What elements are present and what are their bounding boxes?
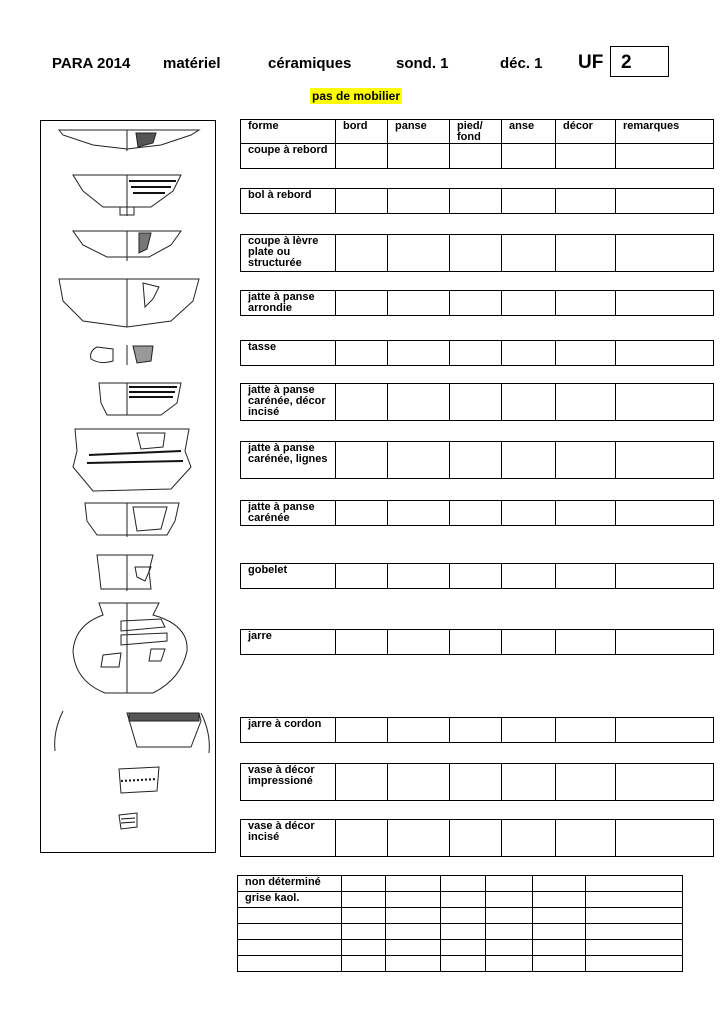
cell-pied-fond[interactable] xyxy=(450,564,502,589)
cell-bord[interactable] xyxy=(342,924,386,940)
cell-bord[interactable] xyxy=(336,501,388,526)
cell-remarques[interactable] xyxy=(586,940,683,956)
table-row xyxy=(241,820,714,857)
table-row xyxy=(241,384,714,421)
cell-pied-fond[interactable] xyxy=(441,876,486,892)
table-row xyxy=(241,630,714,655)
table-row xyxy=(241,189,714,214)
cell-anse[interactable] xyxy=(502,235,556,272)
cell-panse[interactable] xyxy=(386,892,441,908)
table-row xyxy=(241,341,714,366)
cell-remarques[interactable] xyxy=(616,718,714,743)
cell-bord[interactable] xyxy=(336,291,388,316)
form-label: jatte à panse carénée xyxy=(241,501,336,526)
cell-remarques[interactable] xyxy=(586,908,683,924)
table-row-block xyxy=(240,819,714,857)
cell-pied-fond[interactable] xyxy=(450,291,502,316)
cell-decor[interactable] xyxy=(533,876,586,892)
table-row xyxy=(241,235,714,272)
cell-pied-fond[interactable] xyxy=(441,908,486,924)
cell-panse[interactable] xyxy=(388,764,450,801)
cell-decor[interactable] xyxy=(533,956,586,972)
cell-anse[interactable] xyxy=(502,291,556,316)
column-header-bord: bord xyxy=(336,120,388,144)
cell-anse[interactable] xyxy=(502,189,556,214)
cell-remarques[interactable] xyxy=(616,764,714,801)
form-label: jatte à panse carénée, lignes xyxy=(241,442,336,479)
cell-decor[interactable] xyxy=(556,718,616,743)
cell-remarques[interactable] xyxy=(616,189,714,214)
column-header-anse: anse xyxy=(502,120,556,144)
cell-pied-fond[interactable] xyxy=(450,718,502,743)
cell-anse[interactable] xyxy=(502,384,556,421)
column-header-forme: forme xyxy=(241,120,336,144)
cell-bord[interactable] xyxy=(336,384,388,421)
form-label: gobelet xyxy=(241,564,336,589)
header-category: céramiques xyxy=(268,55,352,72)
header-sondage: sond. 1 xyxy=(396,55,449,72)
cell-pied-fond[interactable] xyxy=(450,144,502,169)
cell-decor[interactable] xyxy=(556,820,616,857)
cell-panse[interactable] xyxy=(388,630,450,655)
cell-anse[interactable] xyxy=(502,501,556,526)
cell-remarques[interactable] xyxy=(616,384,714,421)
cell-bord[interactable] xyxy=(342,956,386,972)
cell-bord[interactable] xyxy=(336,442,388,479)
cell-remarques[interactable] xyxy=(616,442,714,479)
table-header xyxy=(240,119,714,169)
cell-panse[interactable] xyxy=(388,384,450,421)
cell-panse[interactable] xyxy=(386,876,441,892)
bottom-row-label[interactable] xyxy=(238,956,342,972)
cell-decor[interactable] xyxy=(556,291,616,316)
cell-panse[interactable] xyxy=(386,924,441,940)
cell-decor[interactable] xyxy=(533,940,586,956)
header-material: matériel xyxy=(163,55,221,72)
cell-bord[interactable] xyxy=(336,341,388,366)
table-row xyxy=(241,291,714,316)
cell-bord[interactable] xyxy=(336,564,388,589)
cell-remarques[interactable] xyxy=(616,144,714,169)
cell-remarques[interactable] xyxy=(616,564,714,589)
form-label: bol à rebord xyxy=(241,189,336,214)
form-label: jatte à panse carénée, décor incisé xyxy=(241,384,336,421)
table-row xyxy=(241,442,714,479)
cell-bord[interactable] xyxy=(336,820,388,857)
table-row-block xyxy=(240,188,714,214)
cell-pied-fond[interactable] xyxy=(450,501,502,526)
table-row xyxy=(238,956,683,972)
column-header-pied-fond: pied/ fond xyxy=(450,120,502,144)
cell-anse[interactable] xyxy=(502,718,556,743)
cell-panse[interactable] xyxy=(388,144,450,169)
cell-decor[interactable] xyxy=(556,630,616,655)
table-row xyxy=(238,892,683,908)
table-row xyxy=(241,564,714,589)
form-label: jatte à panse arrondie xyxy=(241,291,336,316)
cell-panse[interactable] xyxy=(386,908,441,924)
cell-remarques[interactable] xyxy=(586,924,683,940)
bottom-row-label[interactable] xyxy=(238,940,342,956)
cell-pied-fond[interactable] xyxy=(441,940,486,956)
cell-decor[interactable] xyxy=(556,764,616,801)
bottom-row-label: grise kaol. xyxy=(238,892,342,908)
cell-anse[interactable] xyxy=(502,630,556,655)
cell-pied-fond[interactable] xyxy=(450,630,502,655)
table-row-block xyxy=(240,290,714,316)
cell-panse[interactable] xyxy=(388,564,450,589)
cell-bord[interactable] xyxy=(342,892,386,908)
cell-pied-fond[interactable] xyxy=(450,341,502,366)
table-row xyxy=(241,501,714,526)
cell-bord[interactable] xyxy=(336,144,388,169)
cell-bord[interactable] xyxy=(342,908,386,924)
cell-remarques[interactable] xyxy=(586,876,683,892)
uf-label: UF xyxy=(578,52,604,73)
cell-anse[interactable] xyxy=(486,892,533,908)
cell-pied-fond[interactable] xyxy=(450,189,502,214)
cell-decor[interactable] xyxy=(533,892,586,908)
cell-pied-fond[interactable] xyxy=(441,924,486,940)
cell-anse[interactable] xyxy=(502,820,556,857)
form-label: jarre xyxy=(241,630,336,655)
form-label: coupe à rebord xyxy=(241,144,336,169)
table-row-block xyxy=(240,563,714,589)
cell-panse[interactable] xyxy=(388,718,450,743)
cell-remarques[interactable] xyxy=(616,820,714,857)
cell-remarques[interactable] xyxy=(616,341,714,366)
pottery-drawings-panel xyxy=(40,120,216,853)
cell-bord[interactable] xyxy=(336,718,388,743)
cell-panse[interactable] xyxy=(388,501,450,526)
column-header-panse: panse xyxy=(388,120,450,144)
cell-pied-fond[interactable] xyxy=(450,384,502,421)
table-row xyxy=(238,924,683,940)
cell-decor[interactable] xyxy=(556,189,616,214)
table-row-block xyxy=(240,763,714,801)
cell-bord[interactable] xyxy=(342,876,386,892)
cell-decor[interactable] xyxy=(533,924,586,940)
cell-decor[interactable] xyxy=(556,144,616,169)
cell-pied-fond[interactable] xyxy=(450,764,502,801)
pottery-profiles-illustration xyxy=(41,121,217,854)
column-header-remarques: remarques xyxy=(616,120,714,144)
form-label: coupe à lèvre plate ou structurée xyxy=(241,235,336,272)
cell-anse[interactable] xyxy=(502,442,556,479)
cell-pied-fond[interactable] xyxy=(441,956,486,972)
cell-decor[interactable] xyxy=(556,442,616,479)
table-row xyxy=(238,908,683,924)
bottom-row-label[interactable] xyxy=(238,924,342,940)
form-label: tasse xyxy=(241,341,336,366)
cell-decor[interactable] xyxy=(556,341,616,366)
cell-bord[interactable] xyxy=(336,189,388,214)
table-row-block xyxy=(240,500,714,526)
cell-bord[interactable] xyxy=(336,630,388,655)
table-row-block xyxy=(240,629,714,655)
table-row-block xyxy=(240,383,714,421)
table-row xyxy=(238,876,683,892)
table-row xyxy=(241,764,714,801)
cell-remarques[interactable] xyxy=(586,956,683,972)
bottom-row-label: non déterminé xyxy=(238,876,342,892)
cell-pied-fond[interactable] xyxy=(450,820,502,857)
cell-anse[interactable] xyxy=(502,564,556,589)
cell-panse[interactable] xyxy=(386,940,441,956)
table-row xyxy=(238,940,683,956)
uf-value-box[interactable]: 2 xyxy=(610,46,669,77)
cell-pied-fond[interactable] xyxy=(441,892,486,908)
cell-anse[interactable] xyxy=(502,341,556,366)
header-site: PARA 2014 xyxy=(52,55,131,72)
column-header-decor: décor xyxy=(556,120,616,144)
cell-panse[interactable] xyxy=(388,820,450,857)
cell-pied-fond[interactable] xyxy=(450,235,502,272)
cell-anse[interactable] xyxy=(486,876,533,892)
cell-remarques[interactable] xyxy=(616,291,714,316)
cell-bord[interactable] xyxy=(342,940,386,956)
cell-panse[interactable] xyxy=(386,956,441,972)
cell-decor[interactable] xyxy=(556,235,616,272)
cell-anse[interactable] xyxy=(486,924,533,940)
form-label: vase à décor impressioné xyxy=(241,764,336,801)
cell-panse[interactable] xyxy=(388,235,450,272)
highlight-note: pas de mobilier xyxy=(312,89,401,103)
cell-remarques[interactable] xyxy=(616,630,714,655)
cell-anse[interactable] xyxy=(486,956,533,972)
header-decapage: déc. 1 xyxy=(500,55,543,72)
cell-decor[interactable] xyxy=(556,384,616,421)
cell-bord[interactable] xyxy=(336,235,388,272)
form-label: jarre à cordon xyxy=(241,718,336,743)
cell-decor[interactable] xyxy=(556,564,616,589)
cell-decor[interactable] xyxy=(556,501,616,526)
cell-remarques[interactable] xyxy=(616,235,714,272)
cell-bord[interactable] xyxy=(336,764,388,801)
table-row-block xyxy=(240,234,714,272)
cell-anse[interactable] xyxy=(486,940,533,956)
cell-decor[interactable] xyxy=(533,908,586,924)
table-row-block xyxy=(240,717,714,743)
form-label: vase à décor incisé xyxy=(241,820,336,857)
cell-anse[interactable] xyxy=(502,144,556,169)
bottom-row-label[interactable] xyxy=(238,908,342,924)
cell-panse[interactable] xyxy=(388,189,450,214)
undetermined-table xyxy=(237,875,683,972)
table-row xyxy=(241,144,714,169)
table-row-block xyxy=(240,340,714,366)
table-row xyxy=(241,718,714,743)
cell-pied-fond[interactable] xyxy=(450,442,502,479)
cell-anse[interactable] xyxy=(486,908,533,924)
cell-panse[interactable] xyxy=(388,442,450,479)
cell-remarques[interactable] xyxy=(616,501,714,526)
cell-panse[interactable] xyxy=(388,291,450,316)
table-row-block xyxy=(240,441,714,479)
cell-anse[interactable] xyxy=(502,764,556,801)
cell-panse[interactable] xyxy=(388,341,450,366)
cell-remarques[interactable] xyxy=(586,892,683,908)
